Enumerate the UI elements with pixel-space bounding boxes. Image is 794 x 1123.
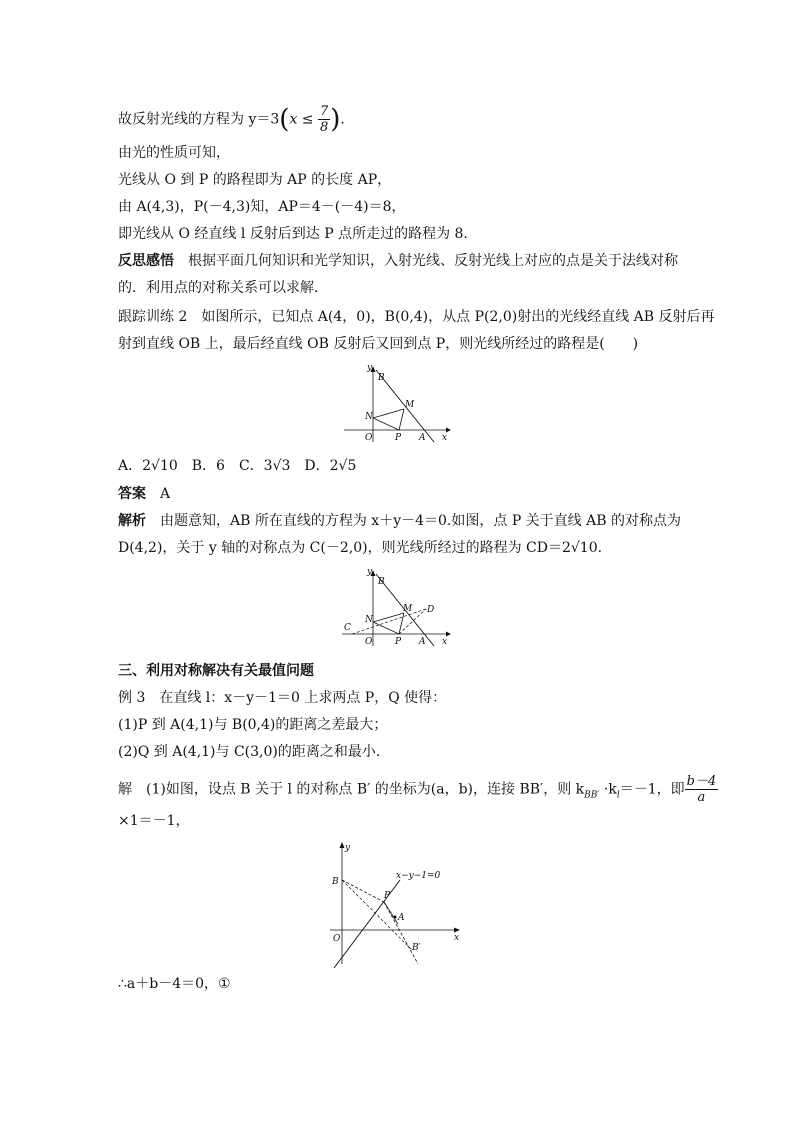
text-line-5: 即光线从 O 经直线 l 反射后到达 P 点所走过的路程为 8.	[118, 226, 468, 242]
figure-3-diagram	[328, 840, 468, 968]
left-paren: (	[279, 104, 290, 135]
solution-text-c: ＝－1，即	[619, 781, 685, 798]
figure-1-diagram	[342, 362, 454, 444]
fig2-ray-np	[373, 622, 399, 634]
reflect-equation-ineq: x ≤	[289, 111, 318, 128]
section-3-heading: 三、利用对称解决有关最值问题	[118, 663, 314, 679]
text-line-7: 的．利用点的对称关系可以求解．	[118, 280, 328, 296]
fig1-label-n: N	[365, 412, 373, 422]
analysis-text-1: 由题意知，AB 所在直线的方程为 x＋y－4＝0.如图，点 P 关于直线 AB 的对称点为	[146, 513, 681, 529]
fig3-point-a	[394, 916, 397, 919]
fig3-y-arrow	[340, 842, 345, 848]
answer-options: A．2√10 B．6 C．3√3 D．2√5	[118, 458, 357, 474]
text-line-2: 由光的性质可知，	[118, 145, 230, 161]
fig3-label-line-eq: x−y−1=0	[396, 871, 441, 881]
fig3-segment-bp	[342, 880, 384, 902]
reflection-note-text: 根据平面几何知识和光学知识，入射光线、反射光线上对应的点是关于法线对称	[174, 253, 678, 269]
exercise-2-line-1: 跟踪训练 2 如图所示，已知点 A(4，0)，B(0,4)，从点 P(2,0)射出的光线经直线 AB 反射后再	[118, 309, 715, 325]
analysis-line-2: D(4,2)，关于 y 轴的对称点为 C(－2,0)，则光线所经过的路程为 CD＝2√10.	[118, 540, 603, 556]
solution-fraction-den: a	[697, 790, 706, 805]
fig3-label-p: P	[384, 891, 391, 901]
reflection-note-line	[118, 252, 678, 270]
fig2-ray-mn	[373, 613, 404, 622]
reflect-equation-line	[118, 104, 345, 135]
solution-subscript-l: l	[616, 790, 620, 801]
reflect-equation-end: .	[340, 111, 345, 128]
text-line-4: 由 A(4,3)，P(－4,3)知，AP＝4－(－4)＝8，	[118, 199, 406, 215]
fig2-label-a: A	[419, 637, 426, 647]
reflection-note-label: 反思感悟	[118, 253, 174, 269]
answer-line	[118, 485, 170, 503]
fig2-dashed-cd	[352, 609, 426, 634]
fig1-label-p: P	[395, 433, 402, 443]
fig2-label-c: C	[344, 623, 351, 633]
fig2-label-p: P	[395, 637, 402, 647]
fig2-label-n: N	[365, 615, 373, 625]
fig2-x-arrow	[446, 632, 451, 637]
fig1-ray-mn	[373, 409, 404, 418]
fig2-label-d: D	[427, 605, 435, 615]
answer-label: 答案	[118, 486, 146, 502]
example-3-part-1: (1)P 到 A(4,1)与 B(0,4)的距离之差最大；	[118, 717, 388, 733]
example-3-line: 例 3 在直线 l：x－y－1＝0 上求两点 P，Q 使得：	[118, 690, 447, 706]
fraction-numerator: 7	[319, 104, 329, 119]
fig1-ray-pm	[399, 409, 404, 430]
fig2-label-y: y	[367, 567, 373, 577]
exercise-2-line-2: 射到直线 OB 上，最后经直线 OB 反射后又回到点 P，则光线所经过的路程是( )	[118, 336, 639, 352]
final-line: ∴a＋b－4＝0，①	[118, 976, 231, 992]
right-paren: )	[330, 104, 341, 135]
fig3-label-y: y	[345, 843, 351, 853]
fig2-label-b: B	[378, 577, 385, 587]
fig3-label-x: x	[454, 933, 460, 943]
fig3-line-l	[334, 880, 400, 968]
fig1-label-x: x	[442, 433, 448, 443]
fig1-label-b: B	[378, 373, 385, 383]
fig2-label-o: O	[365, 637, 373, 647]
fig1-label-y: y	[367, 363, 373, 373]
answer-value: A	[146, 486, 171, 502]
solution-subscript-bb: BB′	[584, 790, 600, 801]
fig1-label-m: M	[405, 400, 415, 410]
fig2-ray-pm	[399, 613, 404, 634]
example-3-part-2: (2)Q 到 A(4,1)与 C(3,0)的距离之和最小．	[118, 744, 390, 760]
fraction-denominator: 8	[319, 120, 329, 135]
fig3-label-a: A	[398, 913, 405, 923]
solution-fraction-num: b－4	[686, 774, 717, 789]
figure-2-diagram	[340, 566, 456, 648]
fig1-label-a: A	[419, 433, 426, 443]
fig3-ray-pa-dashed	[384, 902, 418, 964]
fig1-ray-np	[373, 418, 399, 430]
solution-line-2: ×1＝－1，	[118, 813, 190, 829]
text-line-3: 光线从 O 到 P 的路程即为 AP 的长度 AP，	[118, 172, 392, 188]
fig2-label-m: M	[403, 604, 413, 614]
fig3-label-bprime: B′	[412, 943, 421, 953]
fig3-ray-pa	[384, 902, 398, 924]
analysis-label: 解析	[118, 513, 146, 529]
fig3-x-arrow	[454, 928, 460, 933]
fig3-label-o: O	[333, 934, 341, 944]
reflect-equation-prefix: 故反射光线的方程为 y＝3	[118, 111, 280, 128]
solution-text-b: ·k	[599, 781, 617, 798]
solution-text-a: 解 (1)如图，设点 B 关于 l 的对称点 B′ 的坐标为(a，b)，连接 BB′，则 k	[118, 781, 585, 798]
fig3-label-b: B	[332, 877, 339, 887]
fraction-seven-eighths	[318, 104, 330, 135]
analysis-line-1	[118, 512, 681, 530]
fig1-x-arrow	[446, 428, 451, 433]
fig2-label-x: x	[442, 637, 448, 647]
solution-line-1	[118, 774, 718, 805]
fig1-label-o: O	[365, 433, 373, 443]
solution-fraction	[685, 774, 719, 805]
